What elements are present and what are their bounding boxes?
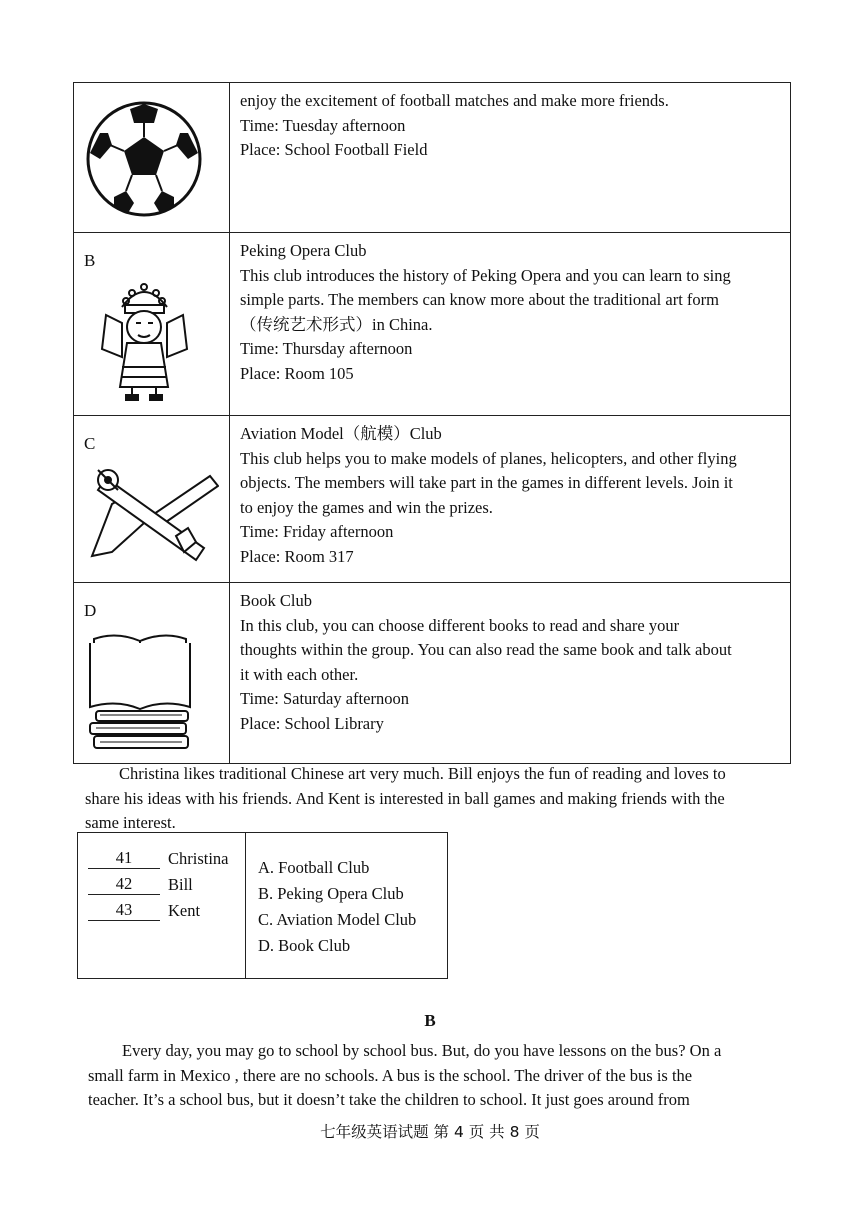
club-text-line: This club introduces the history of Peking Opera and you can learn to sing — [240, 265, 731, 285]
club-time: Time: Friday afternoon — [240, 522, 394, 542]
club-text-line: to enjoy the games and win the prizes. — [240, 497, 493, 517]
person-name: Kent — [168, 901, 201, 920]
match-row — [78, 869, 245, 895]
paragraph-line: Christina likes traditional Chinese art very much. Bill enjoys the fun of reading and loves to — [119, 764, 726, 783]
club-text-line: it with each other. — [240, 664, 359, 684]
club-text-line: This club helps you to make models of planes, helicopters, and other flying — [240, 448, 737, 468]
club-description — [230, 583, 791, 764]
club-letter: B — [84, 251, 96, 270]
answer-blank[interactable]: 41 — [88, 848, 160, 869]
section-heading: B — [424, 1011, 436, 1030]
club-title: Book Club — [240, 591, 312, 610]
books-icon — [86, 631, 198, 756]
match-row — [78, 843, 245, 869]
club-time: Time: Thursday afternoon — [240, 339, 413, 359]
club-title: Aviation Model（航模）Club — [240, 424, 442, 443]
matching-people — [78, 833, 246, 978]
option-item: B. Peking Opera Club — [258, 884, 404, 903]
paragraph-line: small farm in Mexico , there are no schools. A bus is the school. The driver of the bus is the — [88, 1065, 693, 1085]
club-place: Place: Room 105 — [240, 363, 354, 383]
club-row-aviation-model — [74, 416, 791, 583]
option-item: D. Book Club — [258, 936, 351, 955]
airplane-model-icon — [84, 456, 219, 576]
club-place: Place: School Library — [240, 713, 384, 733]
club-text-line: objects. The members will take part in the games in different levels. Join it — [240, 473, 733, 493]
peking-opera-figure-icon — [92, 277, 197, 407]
football-icon — [84, 99, 204, 224]
club-letter: D — [84, 601, 97, 620]
club-text-line: In this club, you can choose different books to read and share your — [240, 615, 680, 635]
answer-blank[interactable]: 42 — [88, 874, 160, 895]
club-time: Time: Saturday afternoon — [240, 689, 409, 709]
matching-box — [77, 832, 448, 979]
person-name: Bill — [168, 875, 193, 894]
club-description — [230, 233, 791, 416]
club-description — [230, 83, 791, 233]
club-row-peking-opera — [74, 233, 791, 416]
option-item: C. Aviation Model Club — [258, 910, 417, 929]
club-time: Time: Tuesday afternoon — [240, 115, 406, 135]
club-place: Place: School Football Field — [240, 140, 428, 160]
intro-paragraph — [85, 762, 785, 836]
club-text-line: （传统艺术形式）in China. — [240, 314, 433, 334]
page-footer: 七年级英语试题 第 4 页 共 8 页 — [320, 1123, 540, 1141]
paragraph-line: share his ideas with his friends. And Kent is interested in ball games and making friends with the — [85, 788, 725, 808]
club-row-football — [74, 83, 791, 233]
matching-options — [246, 833, 416, 978]
club-text-line: thoughts within the group. You can also read the same book and talk about — [240, 640, 732, 660]
club-letter: C — [84, 434, 96, 453]
club-text-line: enjoy the excitement of football matches and make more friends. — [240, 91, 669, 110]
paragraph-line: teacher. It’s a school bus, but it doesn’t take the children to school. It just goes around from — [88, 1090, 690, 1110]
paragraph-line: same interest. — [85, 813, 176, 833]
match-row — [78, 895, 245, 921]
club-place: Place: Room 317 — [240, 546, 354, 566]
section-b-paragraph — [88, 1039, 808, 1113]
club-title: Peking Opera Club — [240, 241, 367, 260]
club-description — [230, 416, 791, 583]
clubs-table — [73, 82, 791, 764]
club-row-book — [74, 583, 791, 764]
option-item: A. Football Club — [258, 858, 370, 877]
person-name: Christina — [168, 849, 229, 868]
paragraph-line: Every day, you may go to school by school bus. But, do you have lessons on the bus? On a — [122, 1041, 722, 1060]
answer-blank[interactable]: 43 — [88, 900, 160, 921]
club-text-line: simple parts. The members can know more about the traditional art form — [240, 290, 719, 310]
